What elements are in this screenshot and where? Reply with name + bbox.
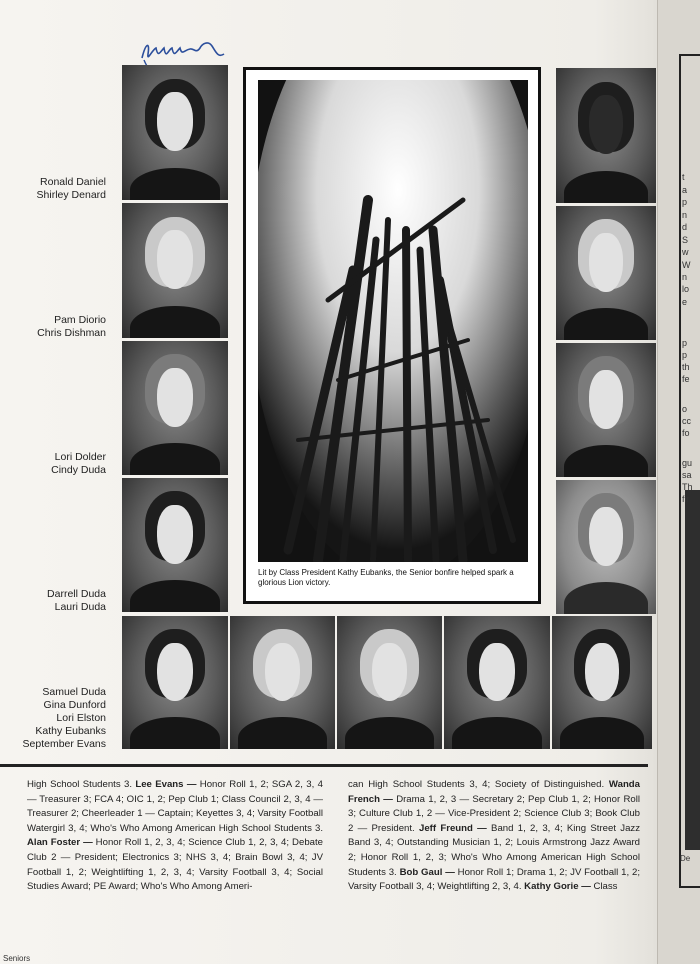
bio-text: Drama 1, 2, 3 — Secretary 2; Pep Club 1, 2; Honor Roll 3; Culture Club 1, 2 — Vice-President 2; Science Club 3; Book Club 2 — President. (348, 793, 641, 834)
student-name: Cindy Duda (51, 464, 106, 476)
student-name: Pam Diorio (54, 314, 106, 326)
student-name-bold: Bob Gaul — (399, 866, 455, 878)
portrait-photo (556, 343, 656, 477)
adjacent-page-text-fragment: lo (682, 284, 690, 294)
adjacent-page-caption-fragment: De (680, 854, 691, 863)
adjacent-page-text-fragment: p (682, 338, 688, 348)
student-name-bold: Jeff Freund — (419, 822, 487, 834)
portrait-photo (122, 478, 228, 612)
section-divider (0, 764, 648, 767)
student-name: Lori Dolder (54, 451, 106, 463)
student-name: Samuel Duda (42, 686, 106, 698)
adjacent-page-text-fragment: n (682, 272, 688, 282)
student-name: Kathy Eubanks (35, 725, 106, 737)
portrait-photo (556, 480, 656, 614)
student-name: Chris Dishman (37, 327, 106, 339)
student-name-bold: Wanda French — (348, 779, 640, 805)
portrait-photo (122, 65, 228, 200)
adjacent-page (657, 0, 700, 964)
adjacent-page-text-fragment: w (682, 247, 689, 257)
adjacent-page-text-fragment: fo (682, 428, 690, 438)
student-name: Lauri Duda (54, 601, 106, 613)
bio-column-left (27, 778, 323, 895)
bio-text: Class (590, 881, 618, 893)
adjacent-page-text-fragment: cc (682, 416, 691, 426)
adjacent-page-text-fragment: p (682, 197, 688, 207)
student-name-bold: Kathy Gorie — (524, 881, 591, 893)
photo-caption: Lit by Class President Kathy Eubanks, the Senior bonfire helped spark a glorious Lion victory. (258, 568, 514, 587)
bio-text: Honor Roll 1; Drama 1, 2; JV Football 1, 2; Varsity Football 3, 4; Weightlifting 2, 3, 4. (348, 866, 640, 893)
adjacent-page-text-fragment: d (682, 222, 688, 232)
student-name: Ronald Daniel (40, 176, 106, 188)
adjacent-page-text-fragment: o (682, 404, 688, 414)
bio-column-right (348, 778, 640, 895)
student-name-bold: Lee Evans — (135, 779, 197, 790)
adjacent-page-text-fragment: t (682, 172, 685, 182)
adjacent-page-text-fragment: Th (682, 482, 693, 492)
adjacent-page-text-fragment: n (682, 210, 688, 220)
names-group-2 (37, 314, 106, 340)
portrait-photo (337, 616, 442, 749)
bio-text: Honor Roll 1, 2, 3, 4; Science Club 1, 2, 3, 4; Debate Club 2 — President; Electronics 3; NHS 3, 4; Brain Bowl 3, 4; JV Football 1, 2; Weightlifting 1, 2, 3, 4; Varsity Football 3, 4; Social Studies Award; PE Award; Who's Who Among Ameri- (27, 837, 323, 893)
portrait-photo (122, 341, 228, 475)
bio-text: Honor Roll 1, 2; SGA 2, 3, 4 — Treasurer 3; FCA 4; OIC 1, 2; Pep Club 1; Class Council 2, 3, 4 — Treasurer 2; Cheerleader 1 — Captain; Keyettes 3, 4; Varsity Football Watergirl 3, 4; Who's Who Among American High School Students 3. (27, 779, 323, 834)
student-name: Darrell Duda (47, 588, 106, 600)
page-footer: Seniors (3, 954, 31, 963)
student-name: Gina Dunford (43, 699, 106, 711)
portrait-photo (556, 68, 656, 203)
adjacent-page-text-fragment: W (682, 260, 691, 270)
portrait-photo (122, 203, 228, 338)
bio-text: can High School Students 3, 4; Society of Distinguished. (348, 779, 609, 790)
bonfire-photo (258, 80, 528, 562)
adjacent-page-text-fragment: fe (682, 374, 690, 384)
adjacent-page-text-fragment: sa (682, 470, 692, 480)
portrait-photo (556, 206, 656, 340)
adjacent-page-photo (685, 490, 700, 850)
adjacent-page-text-fragment: a (682, 185, 688, 195)
portrait-photo (552, 616, 652, 749)
adjacent-page-text-fragment: gu (682, 458, 693, 468)
portrait-photo (230, 616, 335, 749)
student-name: Shirley Denard (36, 189, 106, 201)
student-name: Lori Elston (56, 712, 106, 724)
student-name: September Evans (22, 738, 106, 750)
portrait-photo (444, 616, 550, 749)
adjacent-page-text-fragment: th (682, 362, 690, 372)
adjacent-page-text-fragment: p (682, 350, 688, 360)
names-group-1 (37, 176, 106, 202)
adjacent-page-text-fragment: S (682, 235, 689, 245)
student-name-bold: Alan Foster — (27, 837, 93, 849)
adjacent-page-text-fragment: e (682, 297, 688, 307)
adjacent-page-text-fragment: fir (682, 494, 690, 504)
bio-text: High School Students 3. (27, 779, 136, 790)
names-group-4 (47, 588, 106, 614)
bio-text: Band 1, 2, 3, 4; King Street Jazz Band 3, 4; Outstanding Musician 1, 2; Louis Armstrong Jazz Award 2; Honor Roll 1, 2, 3; Who's Who Among American High School Students 3. (348, 822, 640, 878)
bonfire-feature (243, 67, 541, 604)
names-group-5 (23, 686, 106, 751)
names-group-3 (51, 451, 106, 477)
portrait-photo (122, 616, 228, 749)
